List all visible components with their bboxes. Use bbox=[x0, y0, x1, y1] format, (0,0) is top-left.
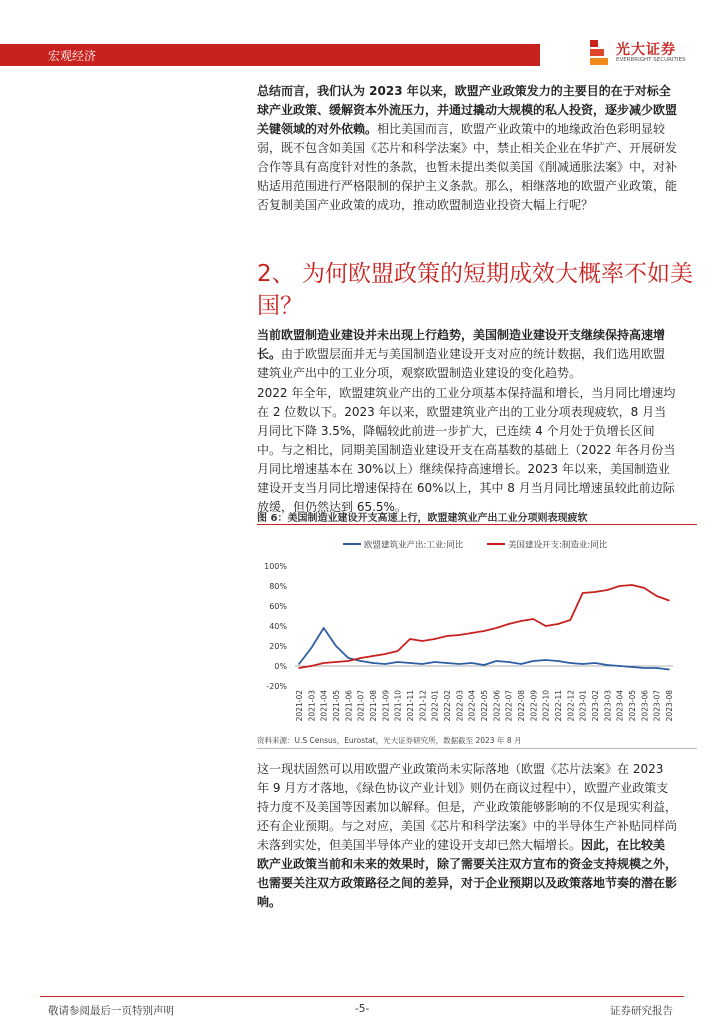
x-tick-label: 2022-12 bbox=[566, 690, 576, 722]
y-tick-label: 100% bbox=[264, 562, 287, 571]
x-tick-label: 2022-06 bbox=[492, 690, 502, 722]
data-point-us bbox=[471, 632, 473, 634]
data-point-us bbox=[619, 585, 621, 587]
paragraph-trend bbox=[257, 326, 677, 383]
x-tick-label: 2021-02 bbox=[295, 690, 304, 722]
x-tick-label: 2021-09 bbox=[381, 690, 391, 722]
section-title: 2、 为何欧盟政策的短期成效大概率不如美国？ bbox=[257, 261, 693, 319]
data-point-us bbox=[298, 667, 300, 669]
data-point-eu bbox=[311, 647, 313, 649]
paragraph-explanation-bold: 因此，在比较美欧产业政策当前和未来的效果时，除了需要关注双方宣布的资金支持规模之外，也需要关注双方政策路径之间的差异，对于企业预期以及政策落地节奏的潜在影响。 bbox=[257, 838, 678, 909]
footer-disclaimer: 敬请参阅最后一页特别声明 bbox=[48, 1005, 174, 1017]
data-point-eu bbox=[323, 627, 325, 629]
x-tick-label: 2022-11 bbox=[554, 690, 563, 722]
figure-rule bbox=[257, 524, 697, 525]
x-tick-label: 2023-02 bbox=[591, 690, 600, 722]
data-point-us bbox=[360, 657, 362, 659]
data-point-us bbox=[422, 640, 424, 642]
data-point-us bbox=[483, 630, 485, 632]
x-tick-label: 2022-05 bbox=[480, 690, 489, 722]
data-point-eu bbox=[335, 645, 337, 647]
x-tick-label: 2022-04 bbox=[467, 690, 477, 722]
footer-report-type: 证券研究报告 bbox=[610, 1005, 673, 1017]
data-point-eu bbox=[397, 661, 399, 663]
data-point-us bbox=[656, 595, 658, 597]
data-point-eu bbox=[533, 660, 535, 662]
paragraph-data: 2022 年全年，欧盟建筑业产出的工业分项基本保持温和增长，当月同比增速均在 2 位数以下。2023 年以来，欧盟建筑业产出的工业分项表现疲软，8 月当月同比下降 3.5%，降幅较此前进一步扩大，已连续 4 个月处于负增长区间中。与之相比，同期美国制造业建设开支在高基数的基础上（2022 年各月份当月同比增速基本在 30%以上）继续保持高速增长。2023 年以来，美国制造业建设开支当月同比增速保持在 60%以上，其中 8 月当月同比增速虽较此前边际放缓，但仍然达到 65.5%。 bbox=[257, 386, 676, 514]
data-point-us bbox=[335, 661, 337, 663]
data-point-eu bbox=[348, 657, 350, 659]
figure-source: 资料来源：U.S Census，Eurostat，光大证券研究所，数据截至 2023 年 8 月 bbox=[257, 736, 522, 745]
x-tick-label: 2023-05 bbox=[628, 690, 637, 722]
data-point-eu bbox=[545, 659, 547, 661]
x-tick-label: 2021-04 bbox=[319, 690, 329, 722]
data-point-eu bbox=[520, 663, 522, 665]
series-line-eu bbox=[299, 628, 669, 670]
x-tick-label: 2021-12 bbox=[418, 690, 428, 722]
data-point-eu bbox=[385, 663, 387, 665]
figure-title: 图 6：美国制造业建设开支高速上行，欧盟建筑业产出工业分项则表现疲软 bbox=[257, 513, 588, 524]
data-point-us bbox=[397, 650, 399, 652]
legend-label-us: 美国建设开支:制造业:同比 bbox=[508, 540, 608, 551]
data-point-us bbox=[570, 619, 572, 621]
data-point-us bbox=[323, 662, 325, 664]
x-tick-label: 2021-03 bbox=[307, 690, 317, 722]
data-point-us bbox=[385, 653, 387, 655]
data-point-eu bbox=[483, 664, 485, 666]
y-tick-label: 60% bbox=[269, 602, 287, 611]
page-number: -5- bbox=[355, 1003, 370, 1015]
paragraph-summary bbox=[257, 82, 677, 215]
data-point-eu bbox=[668, 669, 670, 671]
data-point-eu bbox=[360, 660, 362, 662]
paragraph-explanation bbox=[257, 760, 677, 912]
data-point-eu bbox=[422, 663, 424, 665]
x-tick-label: 2021-08 bbox=[369, 690, 378, 722]
chart-lines bbox=[298, 584, 670, 670]
data-point-eu bbox=[434, 661, 436, 663]
data-point-us bbox=[594, 591, 596, 593]
data-point-eu bbox=[656, 667, 658, 669]
paragraph-trend-text: 由于欧盟层面并无与美国制造业建设开支对应的统计数据，我们选用欧盟建筑业产出中的工业分项，观察欧盟制造业建设的变化趋势。 bbox=[257, 347, 666, 380]
data-point-us bbox=[520, 620, 522, 622]
data-point-eu bbox=[570, 662, 572, 664]
y-tick-label: 40% bbox=[269, 622, 287, 631]
line-chart bbox=[257, 530, 697, 730]
data-point-us bbox=[644, 587, 646, 589]
x-tick-label: 2021-07 bbox=[356, 690, 366, 722]
x-tick-label: 2022-07 bbox=[504, 690, 514, 722]
paragraph-trend-bold: 当前欧盟制造业建设并未出现上行趋势，美国制造业建设开支继续保持高速增长。 bbox=[257, 328, 666, 361]
data-point-us bbox=[409, 638, 411, 640]
data-point-eu bbox=[619, 665, 621, 667]
section-label: 宏观经济 bbox=[48, 49, 97, 63]
x-tick-label: 2023-08 bbox=[665, 690, 674, 722]
data-point-eu bbox=[409, 662, 411, 664]
data-point-eu bbox=[594, 662, 596, 664]
x-tick-label: 2022-10 bbox=[541, 690, 551, 722]
data-point-eu bbox=[471, 662, 473, 664]
chart-legend bbox=[343, 540, 608, 551]
x-tick-label: 2021-05 bbox=[332, 690, 341, 722]
data-point-us bbox=[533, 618, 535, 620]
data-point-us bbox=[348, 660, 350, 662]
data-point-eu bbox=[372, 662, 374, 664]
y-tick-label: 0% bbox=[274, 662, 287, 671]
data-point-eu bbox=[607, 664, 609, 666]
x-tick-label: 2022-01 bbox=[430, 690, 440, 722]
header-bar bbox=[0, 44, 540, 66]
data-point-eu bbox=[631, 666, 633, 668]
data-point-us bbox=[311, 665, 313, 667]
paragraph-summary-text: 相比美国而言，欧盟产业政策中的地缘政治色彩明显较弱，既不包含如美国《芯片和科学法案》中，禁止相关企业在华扩产、开展研发合作等具有高度针对性的条款，也暂未提出类似美国《削减通胀法案》中，对补贴适用范围进行严格限制的保护主义条款。那么，相继落地的欧盟产业政策，能否复制美国产业政策的成功，推动欧盟制造业投资大幅上行呢？ bbox=[257, 122, 678, 212]
paragraph-explanation-text: 这一现状固然可以用欧盟产业政策尚未实际落地（欧盟《芯片法案》在 2023 年 9 月方才落地，《绿色协议产业计划》则仍在商议过程中），欧盟产业政策支持力度不及美国等因素加以解释。但是，产业政策能够影响的不仅是现实利益，还有企业预期。与之对应，美国《芯片和科学法案》中的半导体生产补贴同样尚未落到实处，但美国半导体产业的建设开支却已然大幅增长。 bbox=[257, 762, 678, 852]
data-point-eu bbox=[557, 660, 559, 662]
data-point-us bbox=[496, 627, 498, 629]
x-tick-label: 2021-10 bbox=[393, 690, 403, 722]
data-point-eu bbox=[582, 663, 584, 665]
x-tick-label: 2021-06 bbox=[344, 690, 354, 722]
x-tick-label: 2023-07 bbox=[652, 690, 662, 722]
data-point-eu bbox=[644, 667, 646, 669]
x-tick-label: 2023-06 bbox=[640, 690, 650, 722]
data-point-eu bbox=[446, 662, 448, 664]
data-point-eu bbox=[508, 661, 510, 663]
brand-logo bbox=[588, 38, 688, 68]
data-point-us bbox=[446, 635, 448, 637]
x-tick-label: 2022-03 bbox=[455, 690, 465, 722]
x-tick-label: 2022-02 bbox=[443, 690, 452, 722]
data-point-eu bbox=[459, 663, 461, 665]
y-tick-label: -20% bbox=[266, 682, 287, 691]
data-point-us bbox=[582, 592, 584, 594]
x-tick-label: 2022-08 bbox=[517, 690, 526, 722]
data-point-us bbox=[434, 638, 436, 640]
data-point-us bbox=[557, 623, 559, 625]
data-point-us bbox=[372, 655, 374, 657]
data-point-us bbox=[607, 589, 609, 591]
brand-logo-icon bbox=[588, 40, 610, 66]
x-tick-label: 2022-09 bbox=[529, 690, 539, 722]
brand-name-cn: 光大证券 bbox=[616, 42, 676, 58]
data-point-us bbox=[508, 623, 510, 625]
brand-name-en: EVERBRIGHT SECURITIES bbox=[616, 57, 686, 63]
x-tick-label: 2021-11 bbox=[406, 690, 415, 722]
x-tick-label: 2023-04 bbox=[615, 690, 625, 722]
series-line-us bbox=[299, 585, 669, 668]
data-point-eu bbox=[496, 660, 498, 662]
data-point-us bbox=[545, 625, 547, 627]
data-point-us bbox=[631, 584, 633, 586]
data-point-eu bbox=[298, 663, 300, 665]
x-tick-label: 2023-01 bbox=[578, 690, 588, 722]
data-point-us bbox=[459, 634, 461, 636]
x-tick-label: 2023-03 bbox=[603, 690, 613, 722]
data-point-us bbox=[668, 600, 670, 602]
figure-bottom-rule bbox=[257, 748, 697, 749]
legend-label-eu: 欧盟建筑业产出:工业:同比 bbox=[364, 540, 464, 551]
y-tick-label: 80% bbox=[269, 582, 287, 591]
footer-rule bbox=[40, 996, 684, 997]
paragraph-summary-bold: 总结而言，我们认为 2023 年以来，欧盟产业政策发力的主要目的在于对标全球产业政策、缓解资本外流压力，并通过撬动大规模的私人投资，逐步减少欧盟关键领域的对外依赖。 bbox=[257, 84, 678, 136]
y-tick-label: 20% bbox=[269, 642, 287, 651]
chart-axes bbox=[264, 562, 674, 721]
